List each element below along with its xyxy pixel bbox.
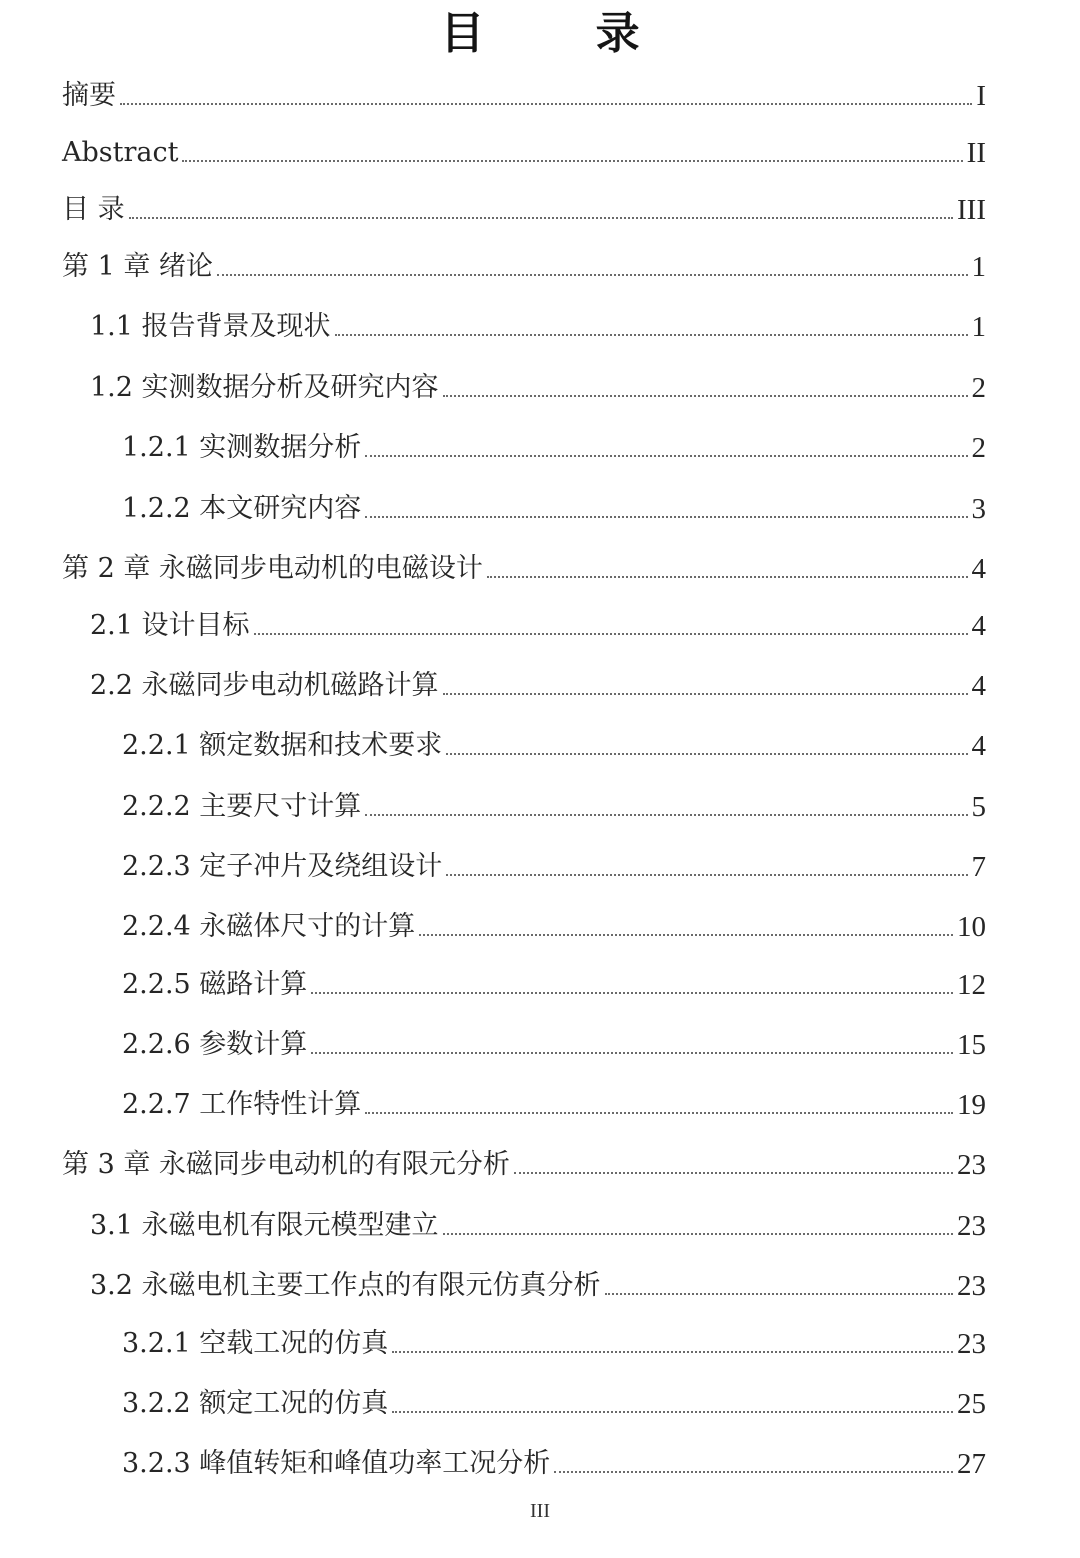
- toc-dot-leader: [365, 814, 967, 816]
- toc-entry-1-1[interactable]: [90, 303, 986, 343]
- toc-entry-label: 1.2.2 本文研究内容: [122, 493, 362, 524]
- toc-entry-2-2-1[interactable]: [122, 722, 986, 762]
- toc-entry-2-2-7[interactable]: [122, 1081, 986, 1121]
- toc-entry-page: 23: [957, 1149, 986, 1181]
- toc-entry-label: 第 3 章 永磁同步电动机的有限元分析: [62, 1149, 510, 1180]
- toc-entry-2-2-5[interactable]: [122, 961, 986, 1001]
- toc-entry-page: 23: [957, 1210, 986, 1242]
- toc-entry-label: 第 1 章 绪论: [62, 251, 213, 282]
- toc-entry-page: 23: [957, 1270, 986, 1302]
- toc-entry-label: 摘要: [62, 80, 116, 111]
- page-title: 目 录: [440, 8, 688, 59]
- toc-entry-chapter-1[interactable]: [62, 243, 986, 283]
- toc-entry-page: 2: [971, 432, 986, 464]
- toc-dot-leader: [419, 934, 953, 936]
- toc-entry-label: 3.2.2 额定工况的仿真: [122, 1388, 389, 1419]
- toc-entry-label: 2.2.5 磁路计算: [122, 969, 308, 1000]
- toc-dot-leader: [120, 103, 972, 105]
- toc-entry-page: 2: [971, 372, 986, 404]
- toc-dot-leader: [365, 516, 967, 518]
- toc-entry-3-1[interactable]: [90, 1202, 986, 1242]
- toc-dot-leader: [443, 1233, 953, 1235]
- toc-entry-label: 2.1 设计目标: [90, 610, 250, 641]
- toc-entry-label: 3.2.1 空载工况的仿真: [122, 1328, 389, 1359]
- toc-dot-leader: [129, 217, 953, 219]
- toc-entry-abstract-cn[interactable]: [62, 72, 986, 112]
- toc-entry-label: Abstract: [62, 137, 179, 168]
- toc-entry-chapter-3[interactable]: [62, 1141, 986, 1181]
- toc-entry-label: 1.1 报告背景及现状: [90, 311, 331, 342]
- toc-entry-page: 10: [957, 911, 986, 943]
- toc-dot-leader: [446, 753, 967, 755]
- toc-entry-chapter-2[interactable]: [62, 545, 986, 585]
- toc-entry-label: 目 录: [62, 194, 125, 225]
- toc-entry-label: 1.2 实测数据分析及研究内容: [90, 372, 439, 403]
- toc-dot-leader: [392, 1351, 953, 1353]
- toc-entry-2-2-4[interactable]: [122, 903, 986, 943]
- toc-entry-label: 2.2.4 永磁体尺寸的计算: [122, 911, 416, 942]
- page-number: III: [530, 1500, 550, 1522]
- toc-dot-leader: [446, 874, 967, 876]
- toc-entry-3-2-3[interactable]: [122, 1440, 986, 1480]
- toc-entry-2-2-2[interactable]: [122, 783, 986, 823]
- toc-entry-page: 4: [971, 670, 986, 702]
- toc-entry-3-2-1[interactable]: [122, 1320, 986, 1360]
- toc-dot-leader: [554, 1471, 953, 1473]
- toc-entry-label: 2.2.1 额定数据和技术要求: [122, 730, 443, 761]
- toc-entry-page: 19: [957, 1089, 986, 1121]
- toc-dot-leader: [514, 1172, 953, 1174]
- toc-dot-leader: [365, 455, 967, 457]
- toc-entry-abstract-en[interactable]: [62, 129, 986, 169]
- toc-entry-2-2[interactable]: [90, 662, 986, 702]
- toc-entry-page: II: [966, 137, 986, 169]
- toc-entry-page: 1: [971, 251, 986, 283]
- toc-dot-leader: [443, 693, 968, 695]
- toc-entry-2-2-3[interactable]: [122, 843, 986, 883]
- toc-entry-page: 27: [957, 1448, 986, 1480]
- toc-entry-label: 第 2 章 永磁同步电动机的电磁设计: [62, 553, 483, 584]
- toc-entry-3-2[interactable]: [90, 1262, 986, 1302]
- toc-entry-page: 4: [971, 610, 986, 642]
- toc-entry-1-2-1[interactable]: [122, 424, 986, 464]
- toc-entry-1-2-2[interactable]: [122, 485, 986, 525]
- toc-entry-page: 5: [971, 791, 986, 823]
- toc-dot-leader: [254, 633, 968, 635]
- toc-entry-label: 3.1 永磁电机有限元模型建立: [90, 1210, 439, 1241]
- toc-entry-page: 25: [957, 1388, 986, 1420]
- toc-entry-page: I: [976, 80, 986, 112]
- toc-entry-label: 2.2.2 主要尺寸计算: [122, 791, 362, 822]
- toc-dot-leader: [335, 334, 968, 336]
- toc-entry-page: 3: [971, 493, 986, 525]
- toc-entry-page: 4: [971, 730, 986, 762]
- toc-entry-label: 1.2.1 实测数据分析: [122, 432, 362, 463]
- toc-entry-label: 2.2 永磁同步电动机磁路计算: [90, 670, 439, 701]
- toc-entry-page: III: [957, 194, 986, 226]
- toc-dot-leader: [182, 160, 962, 162]
- toc-dot-leader: [605, 1293, 953, 1295]
- toc-entry-page: 7: [971, 851, 986, 883]
- toc-dot-leader: [392, 1411, 953, 1413]
- toc-entry-label: 2.2.6 参数计算: [122, 1029, 308, 1060]
- toc-entry-label: 3.2 永磁电机主要工作点的有限元仿真分析: [90, 1270, 601, 1301]
- toc-entry-2-1[interactable]: [90, 602, 986, 642]
- toc-entry-1-2[interactable]: [90, 364, 986, 404]
- toc-entry-page: 4: [971, 553, 986, 585]
- toc-dot-leader: [311, 992, 953, 994]
- toc-dot-leader: [311, 1052, 953, 1054]
- toc-dot-leader: [487, 576, 968, 578]
- toc-entry-page: 1: [971, 311, 986, 343]
- toc-entry-page: 15: [957, 1029, 986, 1061]
- toc-entry-label: 2.2.3 定子冲片及绕组设计: [122, 851, 443, 882]
- toc-dot-leader: [217, 274, 968, 276]
- toc-dot-leader: [443, 395, 968, 397]
- toc-entry-page: 12: [957, 969, 986, 1001]
- toc-entry-contents[interactable]: [62, 186, 986, 226]
- toc-entry-label: 3.2.3 峰值转矩和峰值功率工况分析: [122, 1448, 551, 1479]
- toc-entry-3-2-2[interactable]: [122, 1380, 986, 1420]
- toc-dot-leader: [365, 1112, 953, 1114]
- toc-entry-label: 2.2.7 工作特性计算: [122, 1089, 362, 1120]
- toc-entry-page: 23: [957, 1328, 986, 1360]
- toc-entry-2-2-6[interactable]: [122, 1021, 986, 1061]
